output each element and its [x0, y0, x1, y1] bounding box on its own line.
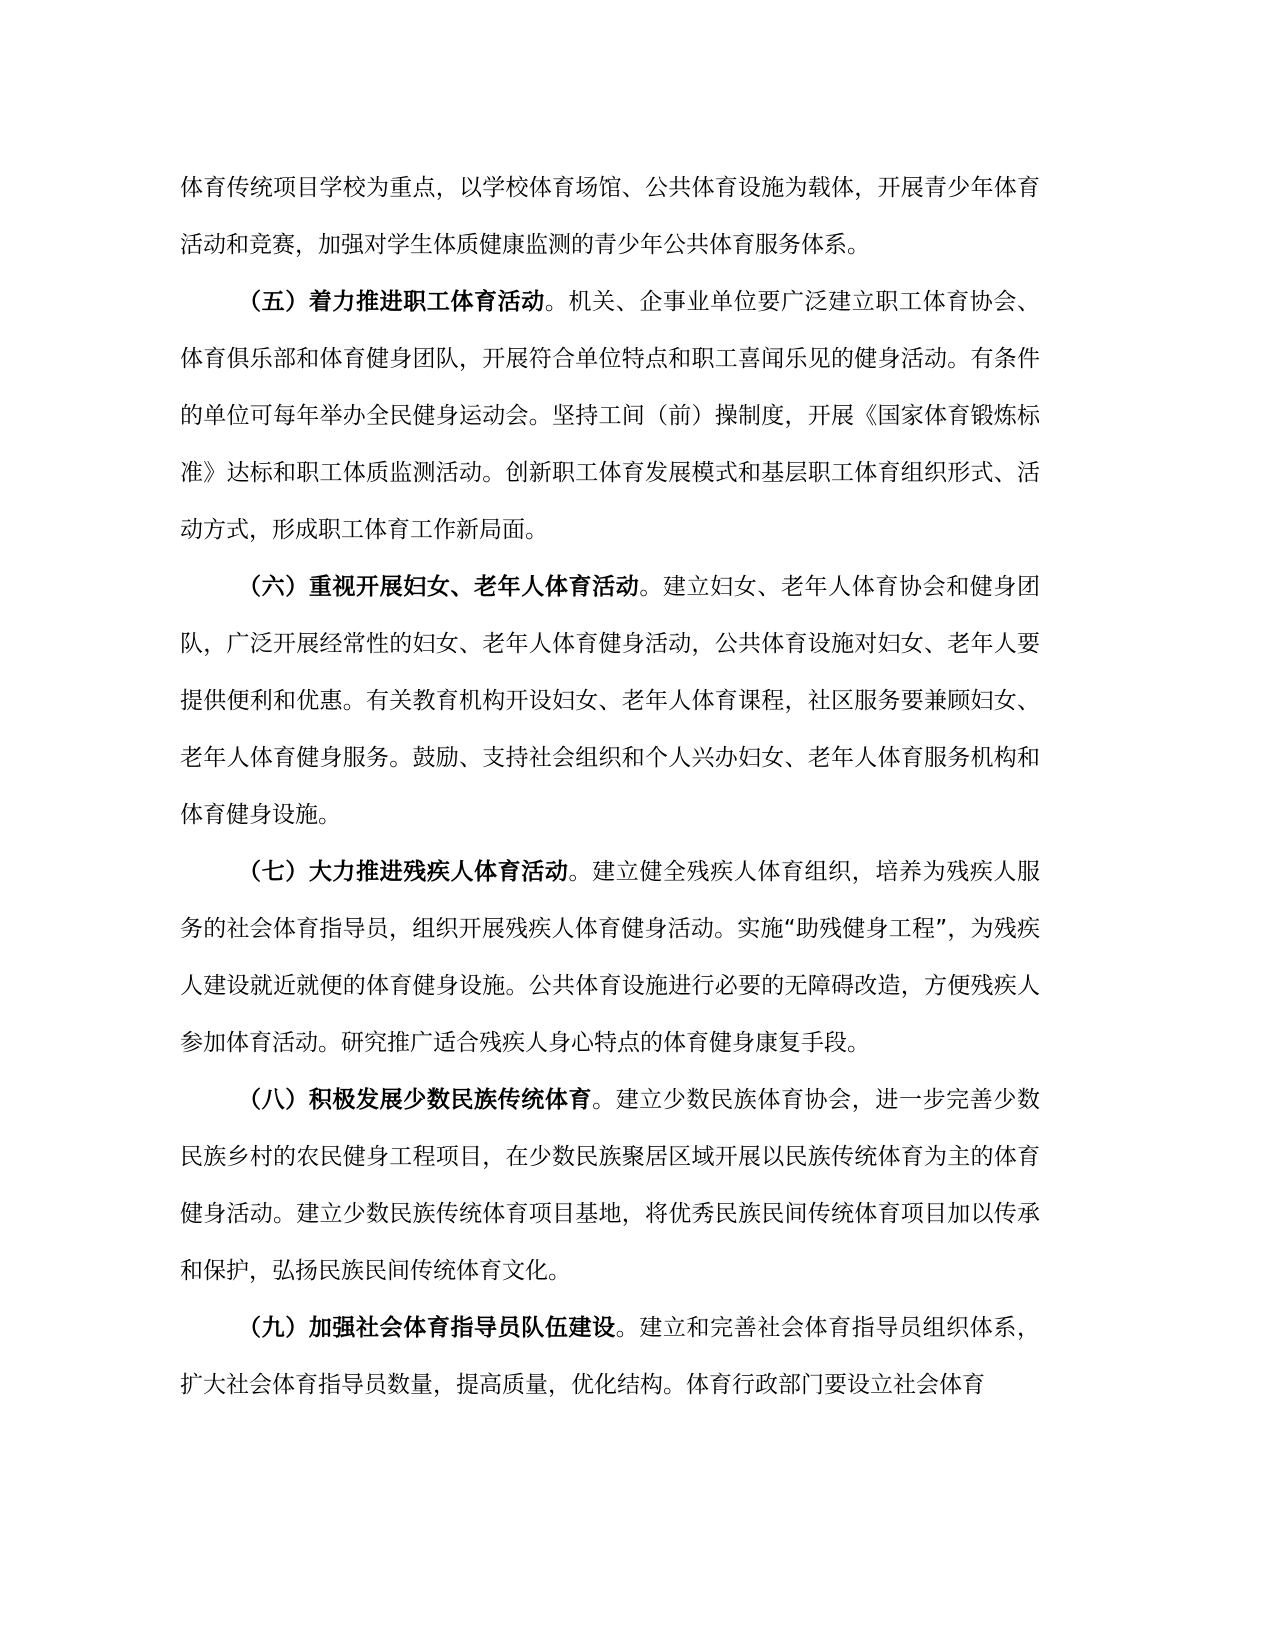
paragraph-continuation — [180, 160, 1040, 274]
section-heading: （九）加强社会体育指导员队伍建设 — [238, 1315, 616, 1341]
paragraph-text: 体育传统项目学校为重点，以学校体育场馆、公共体育设施为载体，开展青少年体育活动和竞赛，加强对学生体质健康监测的青少年公共体育服务体系。 — [180, 175, 1040, 258]
paragraph-text: 。建立健全残疾人体育组织，培养为残疾人服务的社会体育指导员，组织开展残疾人体育健身活动。实施“助残健身工程”，为残疾人建设就近就便的体育健身设施。公共体育设施进行必要的无障碍改造，方便残疾人参加体育活动。研究推广适合残疾人身心特点的体育健身康复手段。 — [180, 859, 1041, 1056]
paragraph-section-5 — [180, 274, 1040, 559]
paragraph-text: 。建立少数民族体育协会，进一步完善少数民族乡村的农民健身工程项目，在少数民族聚居区域开展以民族传统体育为主的体育健身活动。建立少数民族传统体育项目基地，将优秀民族民间传统体育项目加以传承和保护，弘扬民族民间传统体育文化。 — [180, 1087, 1041, 1284]
paragraph-section-8 — [180, 1072, 1040, 1300]
section-heading: （五）着力推进职工体育活动 — [238, 289, 545, 315]
paragraph-section-9 — [180, 1300, 1040, 1414]
section-heading: （六）重视开展妇女、老年人体育活动 — [238, 574, 640, 600]
section-heading: （七）大力推进残疾人体育活动 — [238, 859, 569, 885]
document-page — [180, 160, 1040, 1414]
paragraph-section-6 — [180, 559, 1040, 844]
paragraph-text: 。建立妇女、老年人体育协会和健身团队，广泛开展经常性的妇女、老年人体育健身活动，公共体育设施对妇女、老年人要提供便利和优惠。有关教育机构开设妇女、老年人体育课程，社区服务要兼顾妇女、老年人体育健身服务。鼓励、支持社会组织和个人兴办妇女、老年人体育服务机构和体育健身设施。 — [180, 574, 1041, 828]
paragraph-text: 。建立和完善社会体育指导员组织体系，扩大社会体育指导员数量，提高质量，优化结构。体育行政部门要设立社会体育 — [180, 1315, 1041, 1398]
paragraph-section-7 — [180, 844, 1040, 1072]
section-heading: （八）积极发展少数民族传统体育 — [238, 1087, 593, 1113]
paragraph-text: 。机关、企事业单位要广泛建立职工体育协会、体育俱乐部和体育健身团队，开展符合单位特点和职工喜闻乐见的健身活动。有条件的单位可每年举办全民健身运动会。坚持工间（前）操制度，开展《国家体育锻炼标准》达标和职工体质监测活动。创新职工体育发展模式和基层职工体育组织形式、活动方式，形成职工体育工作新局面。 — [180, 289, 1041, 543]
